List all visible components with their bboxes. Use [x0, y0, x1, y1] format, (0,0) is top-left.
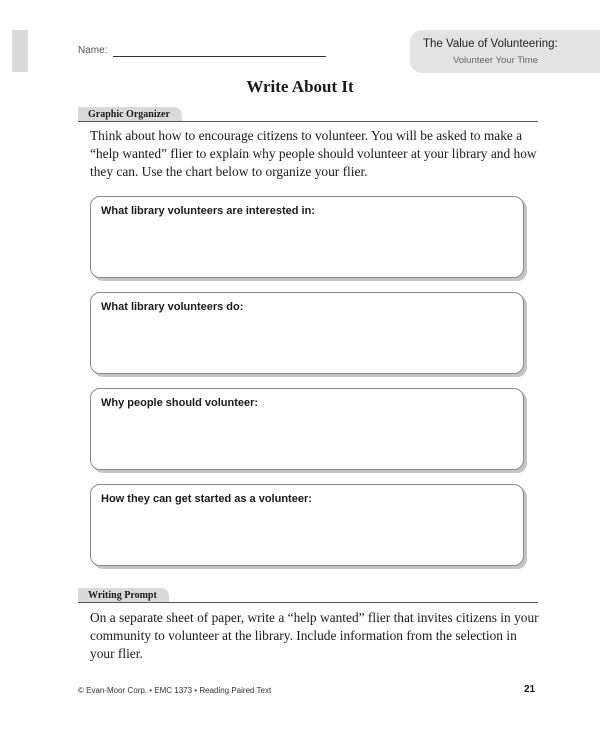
page-title: Write About It: [246, 77, 354, 96]
side-tab-marker: [12, 30, 28, 72]
footer-credit: © Evan-Moor Corp. • EMC 1373 • Reading Paired Text: [78, 686, 272, 695]
organizer-box-label: What library volunteers do:: [101, 301, 244, 313]
section-divider: [78, 602, 538, 603]
organizer-box-label: What library volunteers are interested in:: [101, 205, 315, 217]
writing-prompt-tab: Writing Prompt: [78, 588, 169, 603]
organizer-box-label: Why people should volunteer:: [101, 397, 259, 409]
organizer-box-reasons[interactable]: [90, 388, 524, 470]
section-divider: [78, 121, 538, 122]
writing-prompt-paragraph: On a separate sheet of paper, write a “help wanted” flier that invites citizens in your community to volunteer at the library. Include information from the selection in your flier.: [90, 610, 539, 661]
name-label: Name:: [78, 45, 108, 56]
organizer-box-getting-started[interactable]: [90, 484, 524, 566]
header-banner: [410, 30, 600, 73]
header-title: The Value of Volunteering:: [423, 38, 558, 50]
graphic-organizer-tab: Graphic Organizer: [78, 107, 182, 122]
instructions-paragraph: Think about how to encourage citizens to volunteer. You will be asked to make a “help wanted” flier to explain why people should volunteer at your library and how they can. Use the chart below to organize your flier.: [90, 128, 537, 179]
organizer-box-interests[interactable]: [90, 196, 524, 278]
organizer-box-tasks[interactable]: [90, 292, 524, 374]
organizer-box-label: How they can get started as a volunteer:: [101, 493, 312, 505]
name-line[interactable]: [113, 56, 326, 57]
header-subtitle: Volunteer Your Time: [452, 55, 538, 66]
page-number: 21: [524, 684, 536, 695]
